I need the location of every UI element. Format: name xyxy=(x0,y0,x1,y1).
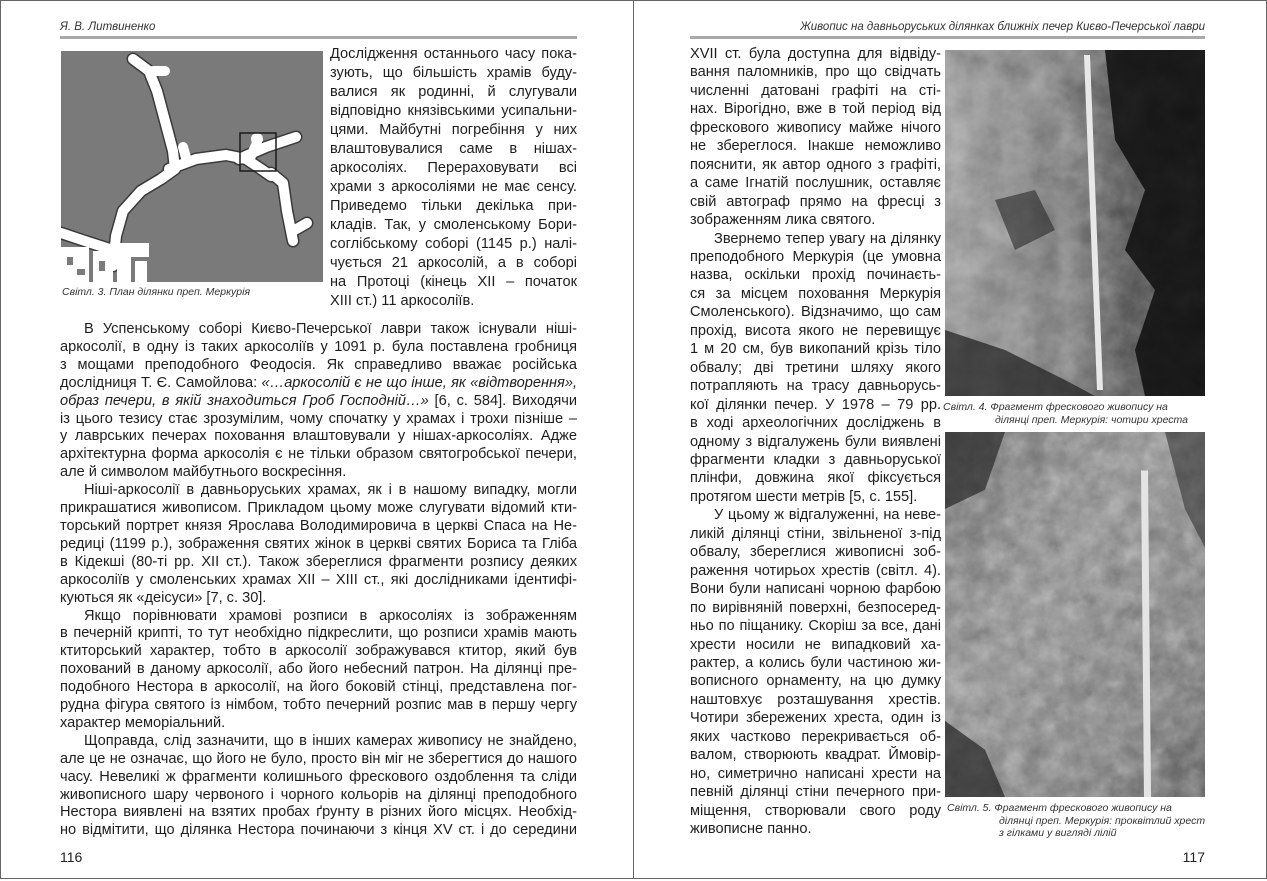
text-line: валися як родинні, й слугували xyxy=(330,84,577,100)
page-number-right: 117 xyxy=(1182,849,1205,865)
figure-4-caption: Світл. 4. Фрагмент фрескового живопису на ділянці преп. Меркурія: чотири хреста xyxy=(943,401,1189,426)
text-line: в Кідекші (80-ті рр. XII ст.). Також збереглися фрагменти розпису деяких xyxy=(60,553,577,570)
text-line xyxy=(60,393,577,411)
text-line: міщення, створювали свого роду xyxy=(690,802,941,819)
text-line: яких частково перекривається об- xyxy=(690,728,941,745)
text-line: влаштовувалися саме в нішах- xyxy=(330,141,577,157)
text-line: але це не означає, що його не було, просто він міг не зберегтися до нашого xyxy=(60,750,577,767)
paragraph xyxy=(690,506,941,838)
text-line: кої ділянки печер. У 1978 – 79 рр. xyxy=(690,396,941,413)
text-line: численні датовані графіті на сті- xyxy=(690,82,941,99)
text-line: живописне панно. xyxy=(690,821,812,838)
text-line: редиці (1199 р.), зображення святих жінок в церкві святих Бориса та Гліба xyxy=(60,535,577,552)
figure-5-caption: Світл. 5. Фрагмент фрескового живопису на ділянці преп. Меркурія: проквітлий хрест з гілками у вигляді лілій xyxy=(947,802,1206,839)
text-line: преподобного Меркурія (це умовна xyxy=(690,248,941,265)
paragraph xyxy=(60,733,577,840)
text-line: ся за місцем поховання Меркурія xyxy=(690,285,941,302)
running-head-author: Я. В. Литвиненко xyxy=(60,21,156,33)
text-line: певній ділянці стіни печерного при- xyxy=(690,784,941,801)
text-line: но, симетрично написані хрести на xyxy=(690,765,941,782)
text-line: раження чотирьох хрестів (світл. 4). xyxy=(690,562,941,579)
text-line: пояснити, як автор одного з графіті, xyxy=(690,156,941,173)
text-line: ктиторський характер, тобто в аркосолії зображувався ктитор, який був xyxy=(60,643,577,660)
text-line: Звернемо тепер увагу на ділянку xyxy=(714,230,941,247)
text-line: із цього тезису стає зрозумілим, чому спочатку у храмах і трохи пізніше – xyxy=(60,410,577,427)
text-line: по вирівняній поверхні, безпосеред- xyxy=(690,599,941,616)
running-head-title: Живопис на давньоруських ділянках ближніх печер Києво-Печерської лаври xyxy=(800,21,1205,33)
text-line: а саме Ігнатій послушник, оставляє xyxy=(690,175,941,192)
text-span: [6, с. 584]. Виходячи xyxy=(428,392,577,409)
text-line: Смоленського). Відзначимо, що сам xyxy=(690,304,941,321)
text-line: валом, створюють квадрат. Ймовір- xyxy=(690,747,941,764)
paragraph xyxy=(330,45,577,311)
text-line: свій автограф прямо на фресці з xyxy=(690,193,941,210)
text-line: цями. Майбутні погребіння у них xyxy=(330,122,577,138)
italic-quote: образ печери, в якій знаходиться Гроб Господній…» xyxy=(60,392,429,409)
text-line: фрескового живопису майже нічого xyxy=(690,119,941,136)
text-line: з мощами преподобного Феодосія. Як справедливо вважає російська xyxy=(60,356,577,373)
text-line: торський портрет князя Ярослава Володимировича в церкві Спаса на Не- xyxy=(60,517,577,534)
text-line: Ніші-аркосолії в давньоруських храмах, як і в нашому випадку, могли xyxy=(84,482,577,499)
text-line: потрапляють на трасу давньорусь- xyxy=(690,378,941,395)
text-line: в ході археологічних досліджень в xyxy=(690,415,941,432)
text-line: часу. Невеликі ж фрагменти колишнього фрескового оздоблення та сліди xyxy=(60,768,577,785)
text-line: В Успенському соборі Києво-Печерської лаври також існували ніші- xyxy=(84,321,577,337)
text-line: Нестора виявлені на взятих пробах ґрунту в різних його місцях. Необхід- xyxy=(60,804,577,821)
text-line: аркосоліїв у смоленських храмах XII – XIII ст., які дослідниками ідентифі- xyxy=(60,571,577,588)
text-line: архітектурна форма аркосолія є не тільки образом святогробської печери, xyxy=(60,446,577,463)
text-line: обвалу; дві третини шляху якого xyxy=(690,359,941,376)
header-rule xyxy=(690,36,1205,39)
text-line: аркосолії, в одну із таких аркосоліїв у 1091 р. була поставлена гробниця xyxy=(60,338,577,355)
text-line: зують, що більшість храмів буду- xyxy=(330,65,577,81)
text-line: плінфи, довжина якої фіксується xyxy=(690,470,941,487)
text-line: живописного шару червоного і чорного кольорів на ділянці преподобного xyxy=(60,786,577,803)
text-line: характер меморіальний. xyxy=(60,714,226,731)
text-line: рактер, а колись були частиною жи- xyxy=(690,654,941,671)
text-line: не збереглося. Інакше неможливо xyxy=(690,138,941,155)
text-line: зображенням лика святого. xyxy=(690,212,876,229)
text-line: XVII ст. була доступна для відвіду- xyxy=(690,46,941,62)
text-line: одному з відгалужень були виявлені xyxy=(690,433,941,450)
text-line: Щоправда, слід зазначити, що в інших камерах живопису не знайдено, xyxy=(84,732,577,749)
right-column-text xyxy=(690,45,941,838)
paragraph xyxy=(690,230,941,507)
text-line: чується 21 аркосолій, а в соборі xyxy=(330,255,577,271)
text-line: XIII ст.) 11 аркосоліїв. xyxy=(330,293,475,309)
text-line: наштовхує розташування хрестів. xyxy=(690,691,941,708)
paragraph xyxy=(60,608,577,733)
text-line: Чотири збережених хреста, один із xyxy=(690,710,941,727)
text-line: Дослідження останнього часу пока- xyxy=(330,46,577,62)
text-line: нах. Вірогідно, вже в той період від xyxy=(690,101,941,118)
text-line: вописного орнаменту, на цю думку xyxy=(690,673,941,690)
page-number-left: 116 xyxy=(60,849,83,865)
text-line: 1 м 20 см, був викопаний крізь тіло xyxy=(690,341,941,358)
paragraph xyxy=(60,321,577,482)
text-line: соглібському соборі (1145 р.) налі- xyxy=(330,236,577,252)
text-line: хрести носили не випадковий ха- xyxy=(690,636,941,653)
paragraph xyxy=(60,482,577,607)
header-rule xyxy=(60,36,577,39)
text-line: рудна фігура святого із німбом, тобто печерний розпис мав в першу чергу xyxy=(60,697,577,714)
text-line: назва, оскільки прохід починаєть- xyxy=(690,267,941,284)
text-line: У цьому ж відгалуженні, на неве- xyxy=(714,507,941,524)
text-line: обвалу, збереглися живописні зоб- xyxy=(690,544,941,561)
text-line xyxy=(60,375,577,393)
figure-3-caption: Світл. 3. План ділянки преп. Меркурія xyxy=(62,286,251,298)
text-line: прикрашатися живописом. Прикладом цьому може слугувати відомий кти- xyxy=(60,500,577,517)
text-line: ликій ділянці стіни, звільненої з-під xyxy=(690,525,941,542)
text-line: в печерній крипті, то тут необхідно підкреслити, що розписи храмів мають xyxy=(60,625,577,642)
text-line: прохід, висота якого не перевищує xyxy=(690,322,941,339)
left-column-top-text xyxy=(330,45,577,311)
text-span: дослідниця Т. Є. Самойлова: xyxy=(60,374,262,391)
text-line: ньо по піщанику. Скоріш за все, дані xyxy=(690,618,941,635)
text-line: Вони були написані чорною фарбою xyxy=(690,581,941,598)
text-line: відповідно князівськими усипальни- xyxy=(330,103,577,119)
text-line: фрагменти кладки з давньоруської xyxy=(690,451,941,468)
text-line: подобного Нестора в аркосолії, на його боковій стінці, представлена пог- xyxy=(60,679,577,696)
fresco-photo-5 xyxy=(945,432,1205,797)
cave-plan-figure xyxy=(61,51,323,282)
text-line: але й символом майбутнього воскресіння. xyxy=(60,464,347,481)
text-line: вання паломників, про що свідчать xyxy=(690,64,941,81)
text-line: куються як «деісуси» [7, с. 30]. xyxy=(60,589,267,606)
paragraph xyxy=(690,45,941,230)
text-line: но відмітити, що ділянка Нестора починаючи з кінця XV ст. і до середини xyxy=(60,822,577,839)
fresco-photo-4 xyxy=(945,50,1205,396)
text-line: протягом шести метрів [5, с. 155]. xyxy=(690,488,918,505)
text-line: у лаврських печерах поховання влаштовували у нішах-аркосоліях. Адже xyxy=(60,428,577,445)
text-line: на Протоці (кінець XII – початок xyxy=(330,274,577,290)
italic-quote: «…аркосолій є не що інше, як «відтворення», xyxy=(261,374,577,391)
text-line: Приведемо тільки декілька при- xyxy=(330,198,577,214)
text-line: Якщо порівнювати храмові розписи в аркосоліях із зображенням xyxy=(84,607,577,624)
text-line: храми з аркосоліями не має сенсу. xyxy=(330,179,577,195)
text-line: похований в даному аркосолії, або його небесний патрон. На ділянці пре- xyxy=(60,661,577,678)
text-line: аркосоліях. Перераховувати всі xyxy=(330,160,577,176)
text-line: кладів. Так, у смоленському Бори- xyxy=(330,217,577,233)
left-column-main-text xyxy=(60,321,577,840)
